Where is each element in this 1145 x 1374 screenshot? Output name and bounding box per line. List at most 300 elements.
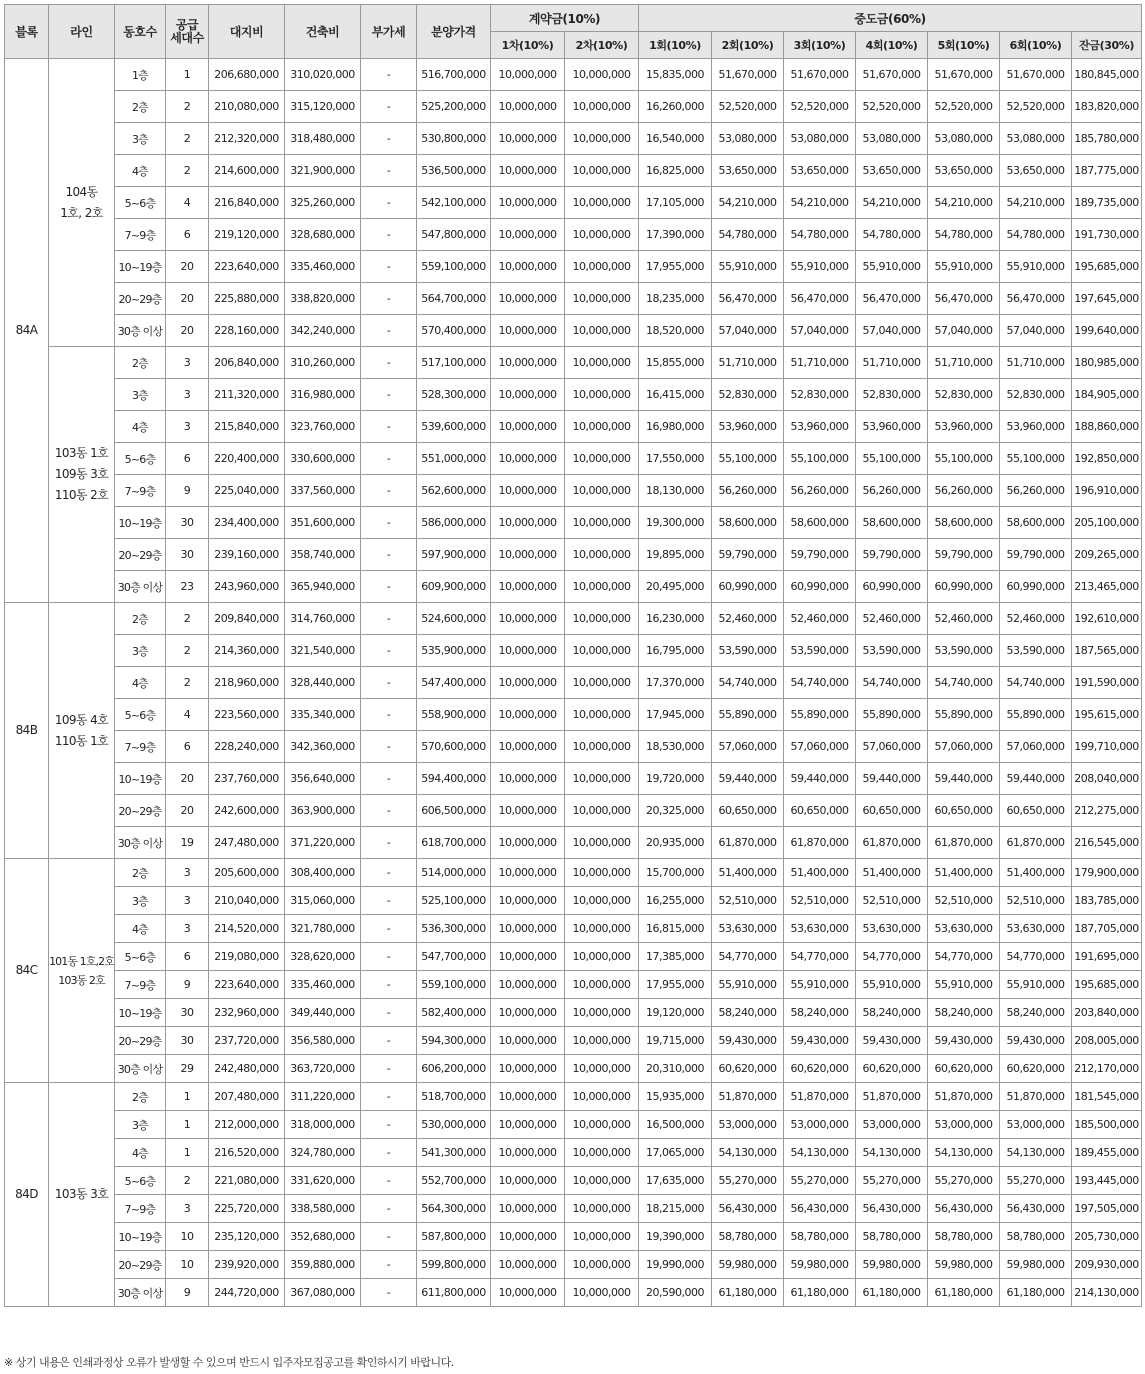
cell-middle-4: 55,270,000 xyxy=(856,1167,928,1195)
cell-floor: 7~9층 xyxy=(115,1195,166,1223)
line-label: 101동 1호,2호 103동 2호 xyxy=(49,954,114,987)
cell-line xyxy=(49,1083,115,1307)
cell-middle-4: 52,520,000 xyxy=(856,91,928,123)
cell-units: 1 xyxy=(166,59,209,91)
cell-contract-2: 10,000,000 xyxy=(565,59,639,91)
cell-vat: - xyxy=(361,943,417,971)
header-sub: 1회(10%) xyxy=(639,32,712,59)
cell-middle-6: 52,830,000 xyxy=(1000,379,1072,411)
table-row xyxy=(5,635,1142,667)
cell-line xyxy=(49,59,115,347)
cell-contract-1: 10,000,000 xyxy=(491,443,565,475)
cell-middle-1: 18,520,000 xyxy=(639,315,712,347)
cell-land: 206,840,000 xyxy=(209,347,285,379)
cell-building: 314,760,000 xyxy=(285,603,361,635)
cell-middle-3: 61,870,000 xyxy=(784,827,856,859)
cell-balance: 205,730,000 xyxy=(1072,1223,1142,1251)
cell-middle-5: 54,740,000 xyxy=(928,667,1000,699)
cell-units: 9 xyxy=(166,971,209,999)
cell-middle-5: 55,270,000 xyxy=(928,1167,1000,1195)
cell-middle-2: 55,910,000 xyxy=(712,251,784,283)
cell-middle-5: 56,470,000 xyxy=(928,283,1000,315)
cell-balance: 181,545,000 xyxy=(1072,1083,1142,1111)
cell-vat: - xyxy=(361,1083,417,1111)
cell-vat: - xyxy=(361,219,417,251)
cell-middle-5: 58,780,000 xyxy=(928,1223,1000,1251)
cell-middle-1: 20,935,000 xyxy=(639,827,712,859)
cell-contract-2: 10,000,000 xyxy=(565,123,639,155)
cell-land: 221,080,000 xyxy=(209,1167,285,1195)
cell-middle-4: 52,510,000 xyxy=(856,887,928,915)
cell-contract-1: 10,000,000 xyxy=(491,943,565,971)
cell-middle-5: 56,430,000 xyxy=(928,1195,1000,1223)
cell-middle-5: 58,240,000 xyxy=(928,999,1000,1027)
cell-land: 237,720,000 xyxy=(209,1027,285,1055)
cell-building: 310,020,000 xyxy=(285,59,361,91)
cell-contract-2: 10,000,000 xyxy=(565,251,639,283)
cell-middle-3: 55,910,000 xyxy=(784,971,856,999)
cell-price: 587,800,000 xyxy=(417,1223,491,1251)
cell-middle-6: 59,980,000 xyxy=(1000,1251,1072,1279)
cell-floor: 4층 xyxy=(115,155,166,187)
cell-price: 599,800,000 xyxy=(417,1251,491,1279)
cell-middle-2: 58,600,000 xyxy=(712,507,784,539)
cell-middle-1: 17,370,000 xyxy=(639,667,712,699)
cell-floor: 10~19층 xyxy=(115,763,166,795)
cell-land: 219,080,000 xyxy=(209,943,285,971)
cell-balance: 189,455,000 xyxy=(1072,1139,1142,1167)
cell-middle-6: 60,620,000 xyxy=(1000,1055,1072,1083)
cell-middle-2: 54,740,000 xyxy=(712,667,784,699)
cell-building: 342,360,000 xyxy=(285,731,361,763)
cell-middle-5: 60,620,000 xyxy=(928,1055,1000,1083)
cell-middle-4: 61,870,000 xyxy=(856,827,928,859)
cell-floor: 4층 xyxy=(115,411,166,443)
cell-middle-3: 54,740,000 xyxy=(784,667,856,699)
cell-balance: 216,545,000 xyxy=(1072,827,1142,859)
cell-balance: 185,780,000 xyxy=(1072,123,1142,155)
table-row xyxy=(5,443,1142,475)
cell-middle-6: 53,590,000 xyxy=(1000,635,1072,667)
cell-middle-6: 56,430,000 xyxy=(1000,1195,1072,1223)
cell-middle-2: 53,080,000 xyxy=(712,123,784,155)
cell-land: 214,360,000 xyxy=(209,635,285,667)
header-building: 건축비 xyxy=(285,5,361,59)
cell-floor: 10~19층 xyxy=(115,1223,166,1251)
cell-middle-5: 57,060,000 xyxy=(928,731,1000,763)
cell-units: 30 xyxy=(166,1027,209,1055)
cell-floor: 3층 xyxy=(115,887,166,915)
cell-middle-4: 52,460,000 xyxy=(856,603,928,635)
table-row xyxy=(5,1083,1142,1111)
cell-middle-3: 58,600,000 xyxy=(784,507,856,539)
cell-vat: - xyxy=(361,1195,417,1223)
cell-price: 597,900,000 xyxy=(417,539,491,571)
cell-block: 84D xyxy=(5,1083,49,1307)
cell-middle-1: 16,500,000 xyxy=(639,1111,712,1139)
cell-vat: - xyxy=(361,443,417,475)
table-row xyxy=(5,887,1142,915)
cell-middle-4: 57,060,000 xyxy=(856,731,928,763)
cell-middle-4: 60,620,000 xyxy=(856,1055,928,1083)
cell-middle-5: 55,890,000 xyxy=(928,699,1000,731)
table-row xyxy=(5,539,1142,571)
cell-middle-3: 55,890,000 xyxy=(784,699,856,731)
cell-units: 10 xyxy=(166,1251,209,1279)
cell-middle-4: 60,650,000 xyxy=(856,795,928,827)
cell-balance: 209,930,000 xyxy=(1072,1251,1142,1279)
table-row xyxy=(5,1223,1142,1251)
table-row xyxy=(5,315,1142,347)
cell-contract-2: 10,000,000 xyxy=(565,1027,639,1055)
cell-balance: 191,590,000 xyxy=(1072,667,1142,699)
cell-vat: - xyxy=(361,347,417,379)
cell-middle-1: 16,795,000 xyxy=(639,635,712,667)
cell-middle-1: 20,495,000 xyxy=(639,571,712,603)
cell-balance: 192,610,000 xyxy=(1072,603,1142,635)
cell-building: 358,740,000 xyxy=(285,539,361,571)
cell-middle-6: 55,100,000 xyxy=(1000,443,1072,475)
cell-middle-3: 59,980,000 xyxy=(784,1251,856,1279)
cell-middle-6: 52,520,000 xyxy=(1000,91,1072,123)
cell-building: 356,640,000 xyxy=(285,763,361,795)
cell-line xyxy=(49,859,115,1083)
cell-vat: - xyxy=(361,1111,417,1139)
cell-middle-3: 61,180,000 xyxy=(784,1279,856,1307)
cell-contract-1: 10,000,000 xyxy=(491,187,565,219)
cell-middle-4: 54,770,000 xyxy=(856,943,928,971)
cell-vat: - xyxy=(361,1279,417,1307)
cell-middle-4: 54,740,000 xyxy=(856,667,928,699)
cell-vat: - xyxy=(361,155,417,187)
cell-land: 242,600,000 xyxy=(209,795,285,827)
cell-units: 23 xyxy=(166,571,209,603)
cell-balance: 180,985,000 xyxy=(1072,347,1142,379)
cell-contract-1: 10,000,000 xyxy=(491,859,565,887)
cell-middle-5: 55,910,000 xyxy=(928,971,1000,999)
cell-floor: 20~29층 xyxy=(115,1027,166,1055)
cell-balance: 196,910,000 xyxy=(1072,475,1142,507)
cell-floor: 20~29층 xyxy=(115,1251,166,1279)
cell-middle-6: 57,060,000 xyxy=(1000,731,1072,763)
cell-middle-3: 53,960,000 xyxy=(784,411,856,443)
cell-middle-6: 59,790,000 xyxy=(1000,539,1072,571)
cell-balance: 195,685,000 xyxy=(1072,251,1142,283)
header-middle: 중도금(60%) xyxy=(639,5,1142,32)
cell-contract-2: 10,000,000 xyxy=(565,795,639,827)
cell-contract-1: 10,000,000 xyxy=(491,971,565,999)
cell-price: 530,800,000 xyxy=(417,123,491,155)
cell-middle-6: 59,440,000 xyxy=(1000,763,1072,795)
cell-units: 1 xyxy=(166,1083,209,1111)
cell-vat: - xyxy=(361,1055,417,1083)
cell-floor: 30층 이상 xyxy=(115,827,166,859)
cell-middle-5: 59,980,000 xyxy=(928,1251,1000,1279)
cell-middle-1: 19,390,000 xyxy=(639,1223,712,1251)
cell-units: 6 xyxy=(166,943,209,971)
cell-contract-1: 10,000,000 xyxy=(491,219,565,251)
cell-units: 2 xyxy=(166,91,209,123)
cell-balance: 188,860,000 xyxy=(1072,411,1142,443)
table-row xyxy=(5,1251,1142,1279)
cell-price: 611,800,000 xyxy=(417,1279,491,1307)
cell-land: 223,640,000 xyxy=(209,251,285,283)
cell-middle-6: 52,460,000 xyxy=(1000,603,1072,635)
cell-balance: 183,820,000 xyxy=(1072,91,1142,123)
cell-middle-3: 54,780,000 xyxy=(784,219,856,251)
cell-vat: - xyxy=(361,507,417,539)
cell-middle-2: 52,830,000 xyxy=(712,379,784,411)
cell-middle-1: 18,235,000 xyxy=(639,283,712,315)
cell-middle-4: 53,000,000 xyxy=(856,1111,928,1139)
line-label: 103동 1호 109동 3호 110동 2호 xyxy=(54,446,109,502)
cell-middle-2: 55,890,000 xyxy=(712,699,784,731)
cell-floor: 20~29층 xyxy=(115,283,166,315)
header-sub: 2차(10%) xyxy=(565,32,639,59)
cell-units: 6 xyxy=(166,443,209,475)
cell-land: 216,840,000 xyxy=(209,187,285,219)
cell-contract-2: 10,000,000 xyxy=(565,411,639,443)
header-contract: 계약금(10%) xyxy=(491,5,639,32)
cell-balance: 179,900,000 xyxy=(1072,859,1142,887)
cell-middle-2: 54,130,000 xyxy=(712,1139,784,1167)
cell-building: 363,900,000 xyxy=(285,795,361,827)
cell-units: 10 xyxy=(166,1223,209,1251)
cell-price: 564,700,000 xyxy=(417,283,491,315)
cell-middle-2: 51,710,000 xyxy=(712,347,784,379)
cell-contract-2: 10,000,000 xyxy=(565,971,639,999)
cell-middle-1: 16,815,000 xyxy=(639,915,712,943)
cell-middle-3: 53,650,000 xyxy=(784,155,856,187)
cell-land: 239,160,000 xyxy=(209,539,285,571)
cell-land: 216,520,000 xyxy=(209,1139,285,1167)
cell-middle-4: 53,630,000 xyxy=(856,915,928,943)
cell-middle-2: 54,780,000 xyxy=(712,219,784,251)
cell-middle-2: 55,910,000 xyxy=(712,971,784,999)
cell-middle-5: 54,780,000 xyxy=(928,219,1000,251)
cell-middle-3: 56,260,000 xyxy=(784,475,856,507)
cell-middle-2: 60,620,000 xyxy=(712,1055,784,1083)
table-row xyxy=(5,1195,1142,1223)
cell-vat: - xyxy=(361,475,417,507)
cell-building: 315,060,000 xyxy=(285,887,361,915)
cell-floor: 5~6층 xyxy=(115,443,166,475)
cell-middle-2: 54,210,000 xyxy=(712,187,784,219)
cell-floor: 4층 xyxy=(115,667,166,699)
cell-balance: 192,850,000 xyxy=(1072,443,1142,475)
cell-units: 9 xyxy=(166,1279,209,1307)
cell-middle-6: 51,670,000 xyxy=(1000,59,1072,91)
cell-balance: 185,500,000 xyxy=(1072,1111,1142,1139)
cell-price: 559,100,000 xyxy=(417,251,491,283)
cell-middle-6: 53,630,000 xyxy=(1000,915,1072,943)
cell-middle-6: 58,240,000 xyxy=(1000,999,1072,1027)
cell-contract-2: 10,000,000 xyxy=(565,91,639,123)
cell-land: 218,960,000 xyxy=(209,667,285,699)
cell-middle-4: 51,710,000 xyxy=(856,347,928,379)
cell-contract-2: 10,000,000 xyxy=(565,1167,639,1195)
cell-price: 517,100,000 xyxy=(417,347,491,379)
cell-middle-5: 54,770,000 xyxy=(928,943,1000,971)
cell-middle-1: 17,385,000 xyxy=(639,943,712,971)
cell-price: 524,600,000 xyxy=(417,603,491,635)
cell-middle-6: 52,510,000 xyxy=(1000,887,1072,915)
cell-middle-3: 55,910,000 xyxy=(784,251,856,283)
cell-floor: 7~9층 xyxy=(115,731,166,763)
table-row xyxy=(5,827,1142,859)
cell-middle-1: 15,855,000 xyxy=(639,347,712,379)
cell-block: 84A xyxy=(5,59,49,603)
cell-middle-4: 55,890,000 xyxy=(856,699,928,731)
cell-middle-2: 56,260,000 xyxy=(712,475,784,507)
cell-middle-3: 52,830,000 xyxy=(784,379,856,411)
cell-land: 220,400,000 xyxy=(209,443,285,475)
cell-middle-1: 16,825,000 xyxy=(639,155,712,187)
cell-contract-1: 10,000,000 xyxy=(491,507,565,539)
cell-floor: 30층 이상 xyxy=(115,1279,166,1307)
cell-middle-6: 56,260,000 xyxy=(1000,475,1072,507)
cell-contract-2: 10,000,000 xyxy=(565,187,639,219)
table-row xyxy=(5,795,1142,827)
cell-middle-6: 54,210,000 xyxy=(1000,187,1072,219)
cell-building: 335,460,000 xyxy=(285,971,361,999)
cell-price: 514,000,000 xyxy=(417,859,491,887)
cell-middle-5: 59,440,000 xyxy=(928,763,1000,795)
cell-vat: - xyxy=(361,1167,417,1195)
cell-contract-2: 10,000,000 xyxy=(565,1223,639,1251)
cell-vat: - xyxy=(361,667,417,699)
cell-contract-2: 10,000,000 xyxy=(565,1055,639,1083)
cell-units: 2 xyxy=(166,123,209,155)
cell-building: 338,820,000 xyxy=(285,283,361,315)
cell-middle-6: 58,780,000 xyxy=(1000,1223,1072,1251)
table-row xyxy=(5,283,1142,315)
cell-middle-2: 57,060,000 xyxy=(712,731,784,763)
cell-units: 2 xyxy=(166,1167,209,1195)
cell-middle-3: 59,430,000 xyxy=(784,1027,856,1055)
cell-land: 210,080,000 xyxy=(209,91,285,123)
cell-contract-2: 10,000,000 xyxy=(565,635,639,667)
cell-middle-6: 56,470,000 xyxy=(1000,283,1072,315)
cell-units: 19 xyxy=(166,827,209,859)
cell-contract-1: 10,000,000 xyxy=(491,283,565,315)
cell-land: 234,400,000 xyxy=(209,507,285,539)
cell-middle-1: 17,955,000 xyxy=(639,251,712,283)
cell-middle-3: 54,210,000 xyxy=(784,187,856,219)
cell-units: 1 xyxy=(166,1111,209,1139)
cell-vat: - xyxy=(361,887,417,915)
cell-vat: - xyxy=(361,411,417,443)
cell-middle-2: 52,510,000 xyxy=(712,887,784,915)
cell-middle-4: 54,210,000 xyxy=(856,187,928,219)
table-row xyxy=(5,859,1142,887)
cell-building: 356,580,000 xyxy=(285,1027,361,1055)
cell-middle-5: 53,590,000 xyxy=(928,635,1000,667)
cell-contract-1: 10,000,000 xyxy=(491,539,565,571)
cell-middle-3: 54,130,000 xyxy=(784,1139,856,1167)
cell-middle-1: 17,105,000 xyxy=(639,187,712,219)
cell-middle-3: 60,620,000 xyxy=(784,1055,856,1083)
cell-land: 210,040,000 xyxy=(209,887,285,915)
cell-contract-2: 10,000,000 xyxy=(565,699,639,731)
cell-balance: 212,275,000 xyxy=(1072,795,1142,827)
cell-middle-3: 58,780,000 xyxy=(784,1223,856,1251)
cell-floor: 30층 이상 xyxy=(115,1055,166,1083)
cell-land: 247,480,000 xyxy=(209,827,285,859)
cell-middle-5: 51,400,000 xyxy=(928,859,1000,887)
cell-middle-1: 16,255,000 xyxy=(639,887,712,915)
cell-middle-2: 53,650,000 xyxy=(712,155,784,187)
cell-vat: - xyxy=(361,999,417,1027)
cell-middle-3: 53,080,000 xyxy=(784,123,856,155)
cell-middle-4: 55,100,000 xyxy=(856,443,928,475)
cell-middle-2: 55,270,000 xyxy=(712,1167,784,1195)
cell-contract-1: 10,000,000 xyxy=(491,1139,565,1167)
cell-contract-2: 10,000,000 xyxy=(565,219,639,251)
cell-middle-6: 60,650,000 xyxy=(1000,795,1072,827)
cell-contract-1: 10,000,000 xyxy=(491,763,565,795)
cell-balance: 183,785,000 xyxy=(1072,887,1142,915)
cell-middle-6: 53,080,000 xyxy=(1000,123,1072,155)
cell-vat: - xyxy=(361,635,417,667)
cell-middle-3: 59,790,000 xyxy=(784,539,856,571)
cell-units: 3 xyxy=(166,859,209,887)
cell-balance: 187,705,000 xyxy=(1072,915,1142,943)
cell-contract-1: 10,000,000 xyxy=(491,251,565,283)
cell-building: 328,680,000 xyxy=(285,219,361,251)
cell-contract-2: 10,000,000 xyxy=(565,887,639,915)
cell-land: 228,240,000 xyxy=(209,731,285,763)
cell-middle-5: 60,650,000 xyxy=(928,795,1000,827)
cell-units: 1 xyxy=(166,1139,209,1167)
cell-vat: - xyxy=(361,251,417,283)
cell-middle-1: 16,540,000 xyxy=(639,123,712,155)
cell-contract-1: 10,000,000 xyxy=(491,827,565,859)
cell-floor: 30층 이상 xyxy=(115,315,166,347)
cell-building: 328,620,000 xyxy=(285,943,361,971)
cell-contract-2: 10,000,000 xyxy=(565,731,639,763)
cell-contract-2: 10,000,000 xyxy=(565,475,639,507)
table-row xyxy=(5,915,1142,943)
cell-building: 324,780,000 xyxy=(285,1139,361,1167)
cell-vat: - xyxy=(361,731,417,763)
cell-middle-4: 57,040,000 xyxy=(856,315,928,347)
table-row xyxy=(5,219,1142,251)
table-row xyxy=(5,91,1142,123)
cell-middle-4: 60,990,000 xyxy=(856,571,928,603)
table-row xyxy=(5,667,1142,699)
cell-balance: 195,685,000 xyxy=(1072,971,1142,999)
cell-price: 559,100,000 xyxy=(417,971,491,999)
cell-middle-6: 54,770,000 xyxy=(1000,943,1072,971)
cell-middle-5: 61,870,000 xyxy=(928,827,1000,859)
cell-land: 239,920,000 xyxy=(209,1251,285,1279)
cell-middle-1: 20,325,000 xyxy=(639,795,712,827)
cell-middle-2: 51,870,000 xyxy=(712,1083,784,1111)
cell-land: 242,480,000 xyxy=(209,1055,285,1083)
cell-middle-2: 60,650,000 xyxy=(712,795,784,827)
table-row xyxy=(5,763,1142,795)
cell-units: 2 xyxy=(166,667,209,699)
header-units-label: 공급 세대수 xyxy=(170,17,204,45)
cell-middle-1: 17,550,000 xyxy=(639,443,712,475)
cell-middle-1: 19,990,000 xyxy=(639,1251,712,1279)
cell-balance: 213,465,000 xyxy=(1072,571,1142,603)
cell-contract-1: 10,000,000 xyxy=(491,571,565,603)
cell-price: 518,700,000 xyxy=(417,1083,491,1111)
cell-floor: 20~29층 xyxy=(115,539,166,571)
cell-middle-4: 53,650,000 xyxy=(856,155,928,187)
